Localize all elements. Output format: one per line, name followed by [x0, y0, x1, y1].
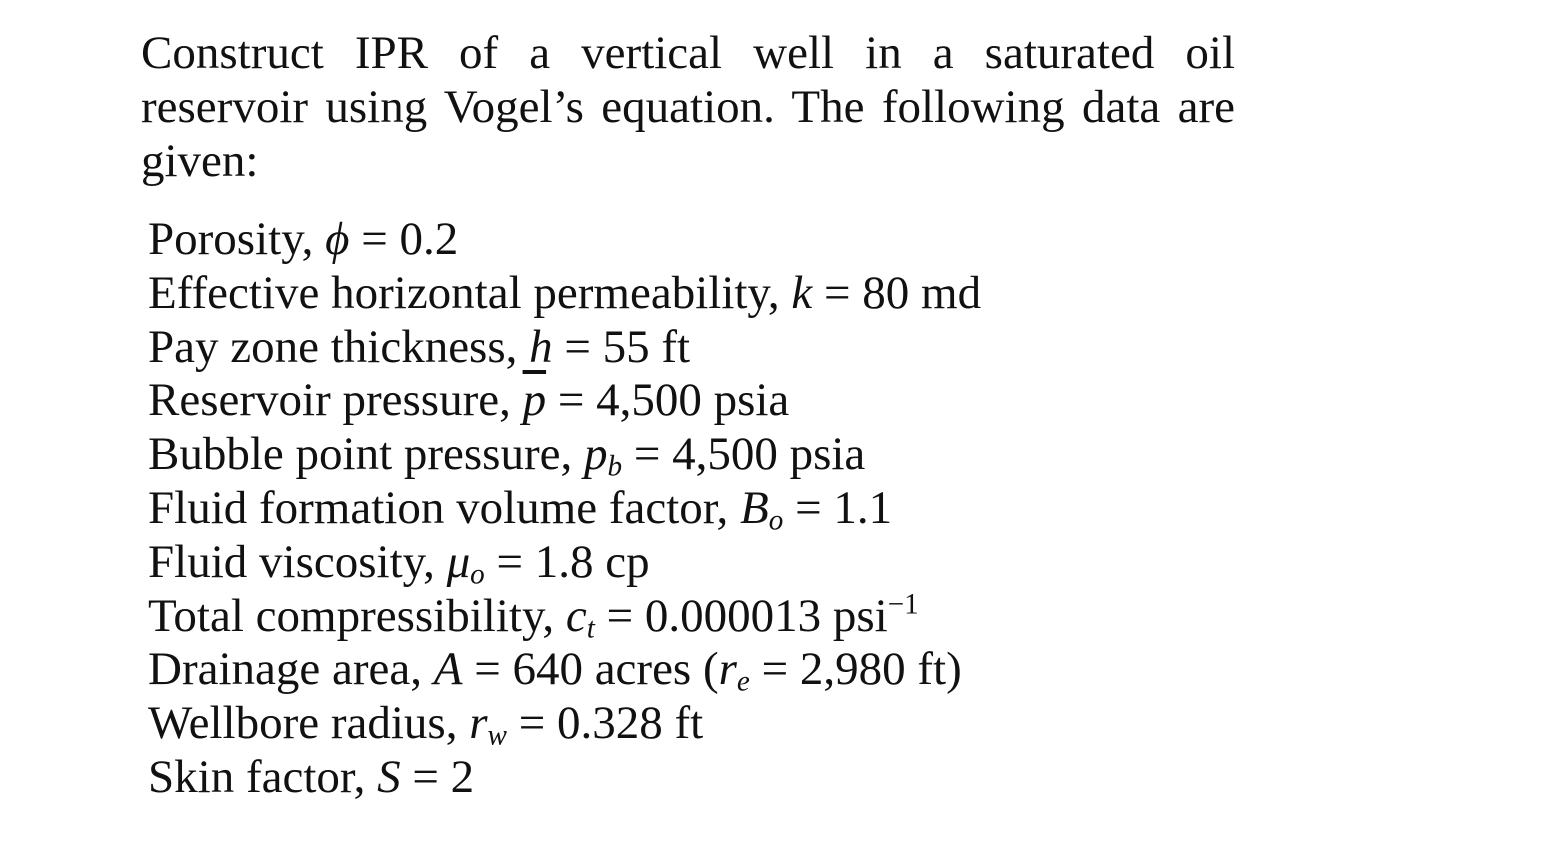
problem-statement: Construct IPR of a vertical well in a saturated oil reservoir using Vogel’s equation. The following data are given:: [141, 27, 1235, 187]
given-wellbore-radius: Wellbore radius, $r_w = 0.328$ ft: [148, 697, 704, 752]
given-thickness: Pay zone thickness, h = 55 ft: [148, 320, 691, 373]
given-drainage-area: Drainage area, A = 640 acres ($r_e = 2,980$ ft): [148, 643, 962, 698]
given-viscosity: Fluid viscosity, $\mu_o = 1.8$ cp: [148, 535, 650, 591]
given-porosity: Porosity, ϕ = 0.2: [148, 213, 459, 265]
given-bubble-point-pressure: Bubble point pressure, $p_b = 4,500$ psia: [148, 428, 866, 483]
given-compressibility: Total compressibility, $c_t = 0.000013$ psi$^{-1}$: [148, 588, 919, 644]
given-data-list: [148, 213, 981, 805]
given-formation-volume-factor: Fluid formation volume factor, $B_o = 1.1$: [148, 481, 893, 537]
given-skin-factor: Skin factor, S = 2: [148, 750, 475, 803]
given-permeability: Effective horizontal permeability, k = 80 md: [148, 266, 982, 319]
given-reservoir-pressure: Reservoir pressure, $\overline{p} = 4,500$ psia: [148, 374, 790, 427]
